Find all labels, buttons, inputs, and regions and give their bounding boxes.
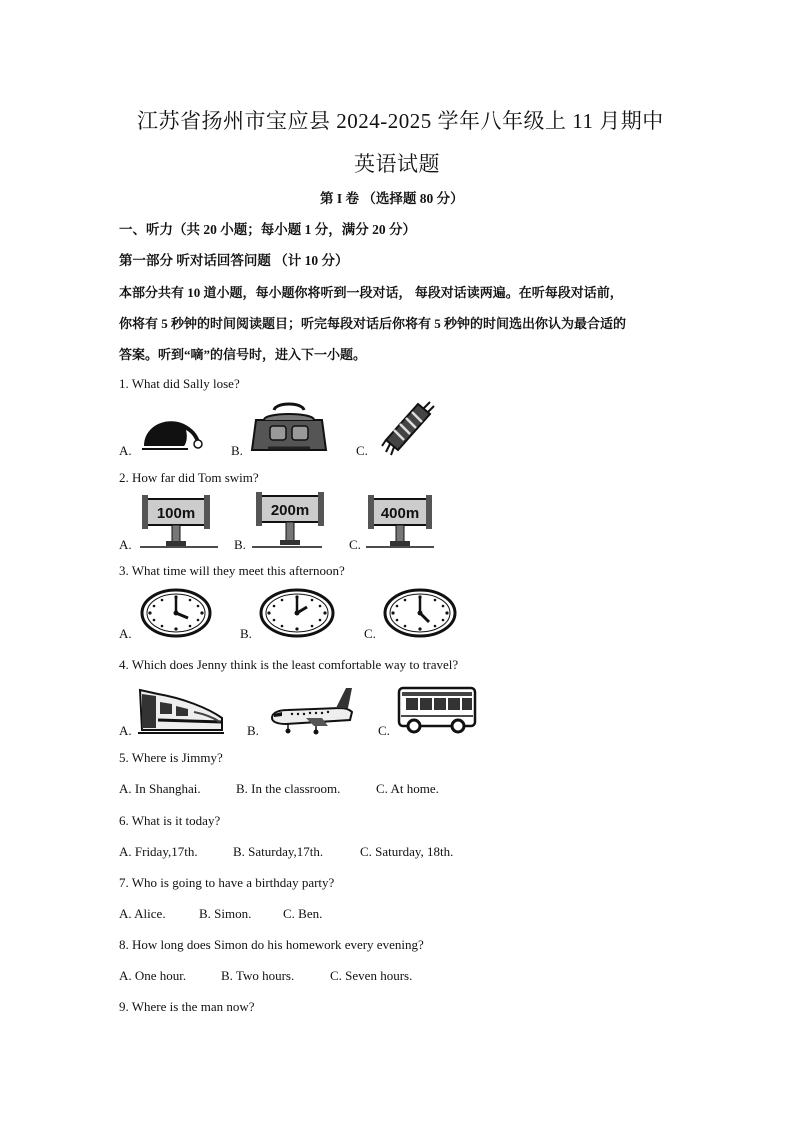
option-b: B. Saturday,17th. bbox=[233, 844, 324, 859]
sign-label: 400m bbox=[380, 505, 420, 522]
option-b: B. Simon. bbox=[199, 906, 252, 921]
option-b: B. Two hours. bbox=[221, 968, 295, 983]
question-8: 8. How long does Simon do his homework every evening? bbox=[119, 937, 424, 952]
scarf-icon bbox=[378, 400, 436, 458]
sign-label: 200m bbox=[270, 502, 310, 519]
option-a: A. Alice. bbox=[119, 906, 166, 921]
question-1: 1. What did Sally lose? bbox=[119, 376, 240, 391]
option-c: C. Saturday, 18th. bbox=[360, 844, 454, 859]
distance-sign-icon bbox=[140, 493, 218, 551]
instruction-line: 答案。听到“嘀”的信号时，进入下一小题。 bbox=[119, 347, 367, 362]
plane-icon bbox=[266, 684, 354, 736]
instruction-line: 本部分共有 10 道小题，每小题你将听到一段对话， 每段对话读两遍。在听每段对话前， bbox=[119, 285, 623, 300]
option-a: A. Friday,17th. bbox=[119, 844, 198, 859]
option-letter-a: A. bbox=[119, 626, 132, 641]
question-4: 4. Which does Jenny think is the least comfortable way to travel? bbox=[119, 657, 459, 672]
train-icon bbox=[138, 684, 224, 736]
question-2: 2. How far did Tom swim? bbox=[119, 470, 259, 485]
option-b: B. In the classroom. bbox=[236, 781, 341, 796]
option-letter-a: A. bbox=[119, 443, 132, 458]
option-letter-a: A. bbox=[119, 723, 132, 738]
option-letter-b: B. bbox=[240, 626, 252, 641]
option-letter-b: B. bbox=[231, 443, 243, 458]
sign-label: 100m bbox=[156, 505, 196, 522]
option-c: C. Ben. bbox=[283, 906, 323, 921]
page-title: 江苏省扬州市宝应县 2024-2025 学年八年级上 11 月期中 bbox=[137, 109, 664, 133]
clock-icon bbox=[383, 588, 457, 638]
question-6: 6. What is it today? bbox=[119, 813, 221, 828]
bag-icon bbox=[248, 400, 330, 456]
option-letter-c: C. bbox=[364, 626, 376, 641]
option-c: C. At home. bbox=[376, 781, 439, 796]
bus-icon bbox=[396, 684, 478, 736]
option-letter-a: A. bbox=[119, 537, 132, 552]
page-subtitle: 英语试题 bbox=[354, 152, 440, 176]
clock-icon bbox=[140, 588, 212, 638]
option-letter-c: C. bbox=[356, 443, 368, 458]
option-letter-b: B. bbox=[234, 537, 246, 552]
question-7: 7. Who is going to have a birthday party? bbox=[119, 875, 335, 890]
question-9: 9. Where is the man now? bbox=[119, 999, 255, 1014]
option-letter-c: C. bbox=[349, 537, 361, 552]
section-heading: 一、听力（共 20 小题；每小题 1 分，满分 20 分） bbox=[119, 222, 416, 237]
part-heading: 第一部分 听对话回答问题 （计 10 分） bbox=[119, 253, 349, 268]
clock-icon bbox=[259, 588, 335, 638]
option-letter-b: B. bbox=[247, 723, 259, 738]
question-5: 5. Where is Jimmy? bbox=[119, 750, 223, 765]
instruction-line: 你将有 5 秒钟的时间阅读题目；听完每段对话后你将有 5 秒钟的时间选出你认为最合适的 bbox=[119, 316, 627, 331]
distance-sign-icon bbox=[252, 490, 330, 550]
volume-heading: 第 I 卷 （选择题 80 分） bbox=[320, 191, 464, 206]
hat-icon bbox=[140, 412, 206, 452]
option-letter-c: C. bbox=[378, 723, 390, 738]
distance-sign-icon bbox=[364, 493, 438, 551]
question-3: 3. What time will they meet this afternoon? bbox=[119, 563, 345, 578]
option-c: C. Seven hours. bbox=[330, 968, 413, 983]
option-a: A. One hour. bbox=[119, 968, 187, 983]
option-a: A. In Shanghai. bbox=[119, 781, 201, 796]
